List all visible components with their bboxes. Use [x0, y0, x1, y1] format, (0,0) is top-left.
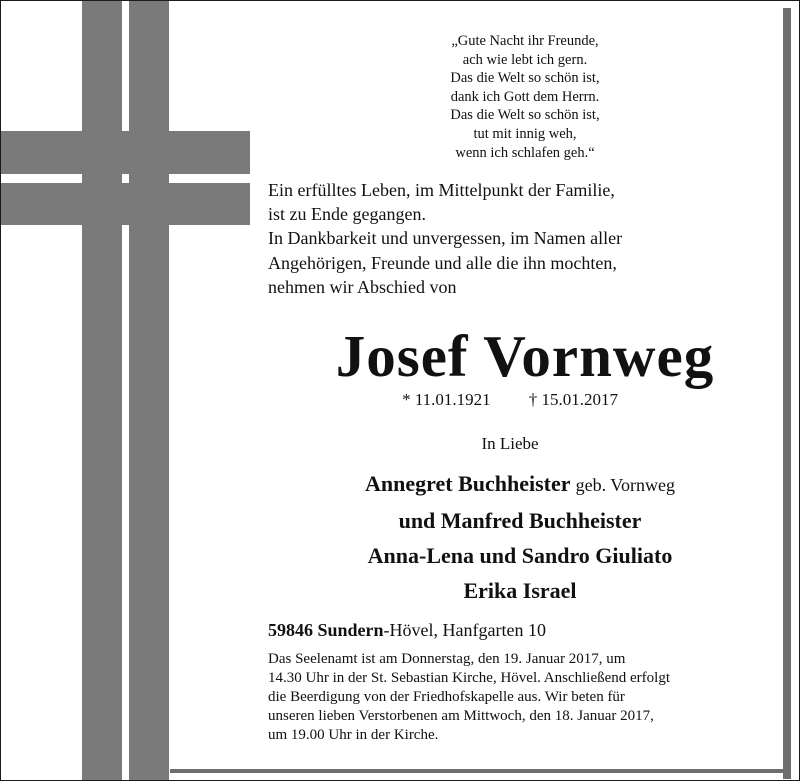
- service-line: die Beerdigung von der Friedhofskapelle aus. Wir beten für: [268, 689, 625, 705]
- verse-line: dank ich Gott dem Herrn.: [450, 88, 600, 105]
- verse-line: ach wie lebt ich gern.: [462, 51, 588, 68]
- address-street: -Hövel, Hanfgarten 10: [383, 620, 546, 640]
- deceased-name: Josef Vornweg: [335, 323, 715, 389]
- verse-line: Das die Welt so schön ist,: [450, 107, 600, 124]
- service-info: [268, 650, 670, 745]
- service-line: unseren lieben Verstorbenen am Mittwoch, den 18. Januar 2017,: [268, 708, 654, 724]
- frame-shadow-bottom: [170, 769, 791, 773]
- service-line: Das Seelenamt ist am Donnerstag, den 19. Januar 2017, um: [268, 651, 626, 667]
- in-love-label: In Liebe: [481, 434, 539, 453]
- mourner-name: Annegret Buchheister: [365, 471, 571, 496]
- mourner-line: Anna-Lena und Sandro Giuliato: [367, 543, 673, 568]
- service-line: 14.30 Uhr in der St. Sebastian Kirche, Hövel. Anschließend erfolgt: [268, 670, 670, 686]
- poem-verse: [400, 32, 650, 162]
- mourner-line: Erika Israel: [463, 578, 577, 603]
- intro-line: ist zu Ende gegangen.: [268, 204, 426, 225]
- cross-horizontal-bottom: [1, 183, 250, 225]
- intro-line: nehmen wir Abschied von: [268, 276, 457, 297]
- intro-text: [268, 178, 622, 299]
- service-line: um 19.00 Uhr in der Kirche.: [268, 727, 439, 743]
- cross-horizontal-top: [1, 131, 250, 174]
- address: [268, 620, 546, 641]
- birth-date: * 11.01.1921: [402, 390, 491, 409]
- frame-shadow-right: [783, 8, 791, 779]
- verse-line: tut mit innig weh,: [473, 125, 577, 142]
- mourners-list: [300, 466, 740, 608]
- cross-vertical-left: [82, 1, 122, 780]
- verse-line: Das die Welt so schön ist,: [450, 70, 600, 87]
- address-city: 59846 Sundern: [268, 620, 384, 640]
- cross-vertical-right: [129, 1, 169, 780]
- maiden-name: geb. Vornweg: [575, 475, 675, 495]
- intro-line: In Dankbarkeit und unvergessen, im Namen aller: [268, 228, 623, 249]
- mourner-line: [300, 466, 740, 503]
- intro-line: Ein erfülltes Leben, im Mittelpunkt der Familie,: [268, 180, 615, 200]
- death-date: † 15.01.2017: [528, 390, 618, 409]
- intro-line: Angehörigen, Freunde und alle die ihn mochten,: [268, 252, 617, 273]
- verse-line: wenn ich schlafen geh.“: [455, 144, 595, 161]
- verse-line: „Gute Nacht ihr Freunde,: [451, 33, 599, 49]
- mourner-line: und Manfred Buchheister: [398, 508, 642, 533]
- life-dates: [300, 390, 720, 410]
